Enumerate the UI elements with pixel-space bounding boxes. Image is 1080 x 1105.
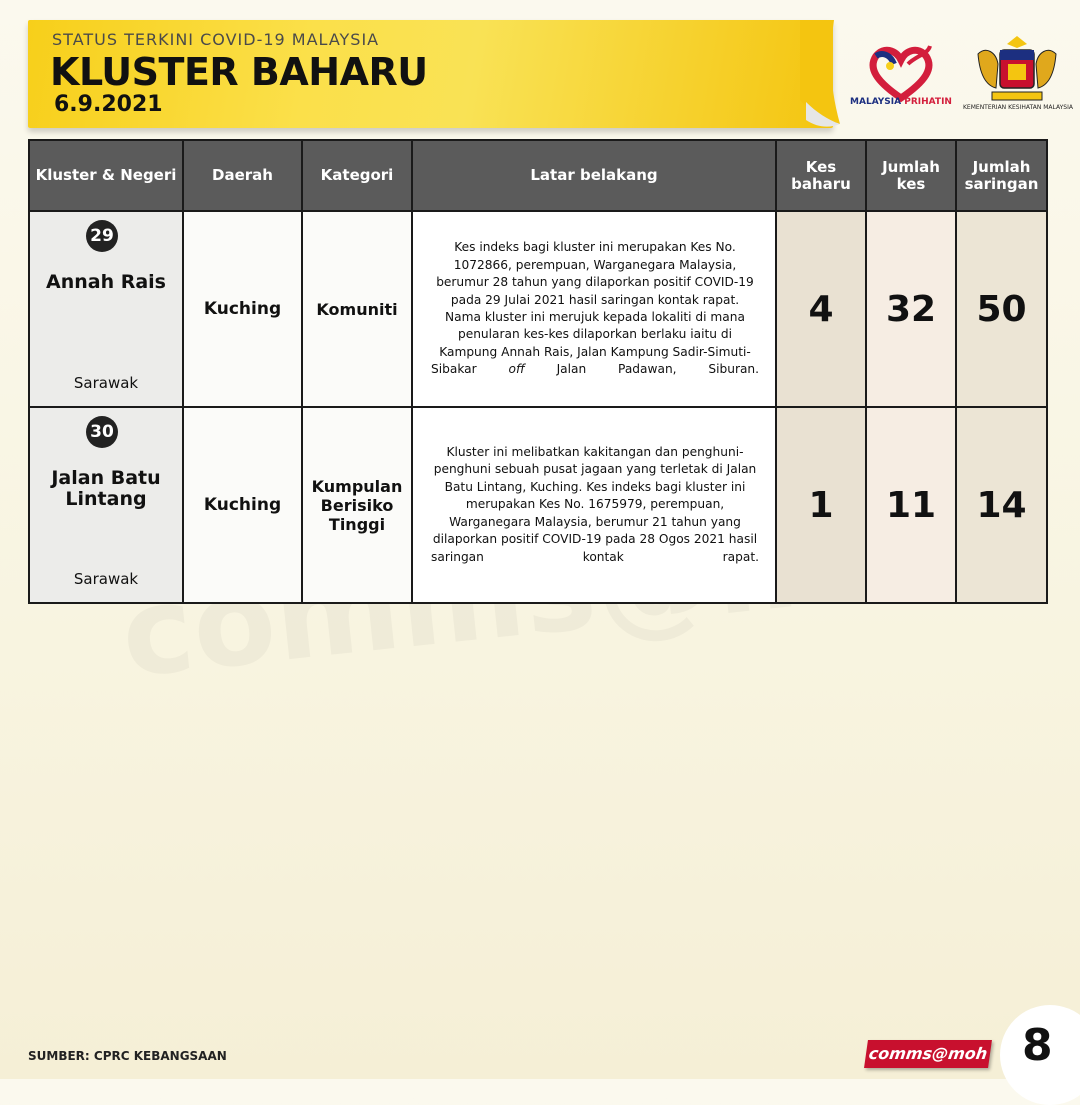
jumlah-kes-cell: 11 bbox=[866, 407, 956, 603]
malaysia-prihatin-label: MALAYSIA PRIHATIN bbox=[850, 97, 952, 107]
comms-moh-logo: comms@moh bbox=[864, 1040, 992, 1068]
page-curl-decoration bbox=[800, 20, 840, 128]
col-jumlah-kes: Jumlah kes bbox=[866, 140, 956, 211]
daerah-cell: Kuching bbox=[183, 211, 302, 407]
latar-belakang-cell: Kes indeks bagi kluster ini merupakan Kes No. 1072866, perempuan, Warganegara Malaysia, berumur 28 tahun yang dilaporkan positif COVID-19 pada 29 Julai 2021 hasil saringan kontak rapat. Nama kluster ini merujuk kepada lokaliti di mana penularan kes-kes dilaporkan berlaku iaitu di Kampung Annah Rais, Jalan Kampung Sadir-Simuti-Sibakar off Jalan Padawan, Siburan. bbox=[412, 211, 776, 407]
jumlah-kes-cell: 32 bbox=[866, 211, 956, 407]
kategori-cell: Kumpulan Berisiko Tinggi bbox=[302, 407, 412, 603]
source-label: SUMBER: CPRC KEBANGSAAN bbox=[28, 1049, 227, 1063]
col-jumlah-saringan: Jumlah saringan bbox=[956, 140, 1047, 211]
cluster-number-badge: 29 bbox=[86, 220, 118, 252]
col-kes-baharu: Kes baharu bbox=[776, 140, 866, 211]
cluster-negeri: Sarawak bbox=[73, 374, 139, 392]
table-header-row bbox=[29, 140, 1047, 211]
kes-baharu-cell: 1 bbox=[776, 407, 866, 603]
kkm-label: KEMENTERIAN KESIHATAN MALAYSIA bbox=[963, 104, 1073, 111]
kkm-crest-icon bbox=[972, 34, 1062, 104]
header-date: 6.9.2021 bbox=[54, 92, 163, 117]
cluster-number-badge: 30 bbox=[86, 416, 118, 448]
jumlah-saringan-cell: 50 bbox=[956, 211, 1047, 407]
page-title: KLUSTER BAHARU bbox=[50, 50, 428, 94]
cluster-negeri: Sarawak bbox=[73, 570, 139, 588]
cluster-cell bbox=[29, 211, 183, 407]
cluster-table bbox=[28, 139, 1048, 604]
daerah-cell: Kuching bbox=[183, 407, 302, 603]
table-row bbox=[29, 211, 1047, 407]
kategori-cell: Komuniti bbox=[302, 211, 412, 407]
col-daerah: Daerah bbox=[183, 140, 302, 211]
page-number: 8 bbox=[1022, 1020, 1053, 1071]
latar-belakang-cell: Kluster ini melibatkan kakitangan dan penghuni-penghuni sebuah pusat jagaan yang terletak di Jalan Batu Lintang, Kuching. Kes indeks bagi kluster ini merupakan Kes No. 1675979, perempuan, Warganegara Malaysia, berumur 21 tahun yang dilaporkan positif COVID-19 pada 28 Ogos 2021 hasil saringan kontak rapat. bbox=[412, 407, 776, 603]
latar-off-word: off bbox=[508, 362, 525, 377]
cluster-name: Jalan Batu Lintang bbox=[51, 467, 161, 510]
kes-baharu-cell: 4 bbox=[776, 211, 866, 407]
col-kategori: Kategori bbox=[302, 140, 412, 211]
cluster-cell bbox=[29, 407, 183, 603]
table-row bbox=[29, 407, 1047, 603]
jumlah-saringan-cell: 14 bbox=[956, 407, 1047, 603]
header-subtitle: STATUS TERKINI COVID-19 MALAYSIA bbox=[52, 30, 380, 49]
col-latar-belakang: Latar belakang bbox=[412, 140, 776, 211]
cluster-name: Annah Rais bbox=[46, 271, 166, 293]
col-kluster-negeri: Kluster & Negeri bbox=[29, 140, 183, 211]
